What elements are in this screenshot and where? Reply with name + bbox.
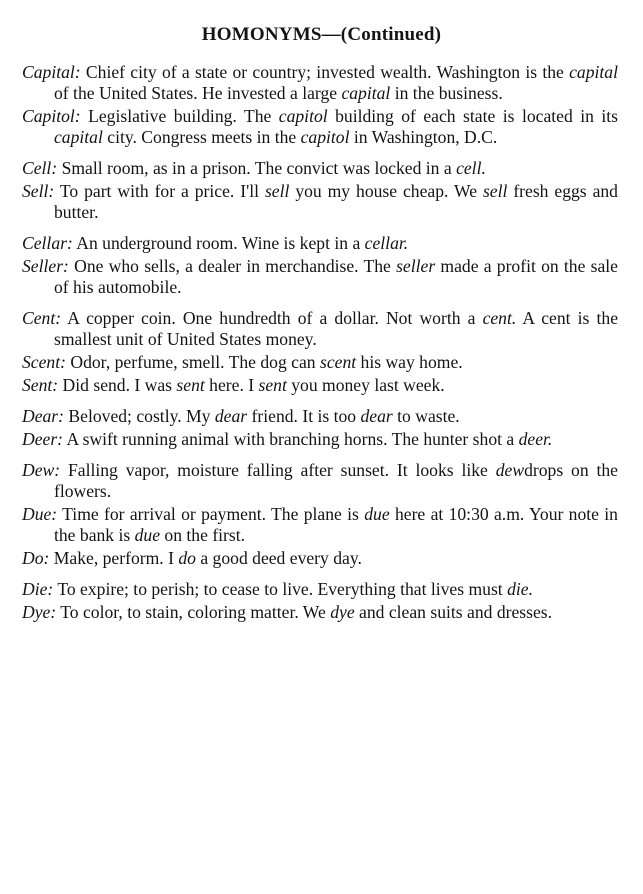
homonym-term: Cent: — [22, 308, 62, 328]
homonym-term: Cellar: — [22, 233, 73, 253]
definition-text: in the business. — [390, 83, 503, 103]
definition-text: you money last week. — [286, 375, 445, 395]
definition-text: A copper coin. One hundredth of a dollar. Not worth a — [61, 308, 483, 328]
homonym-entry — [22, 460, 618, 502]
definition-text: Make, perform. I — [49, 548, 179, 568]
homonym-entry — [22, 352, 618, 373]
definition-text: building of each state is located in its — [327, 106, 619, 126]
example-word: scent — [319, 352, 357, 372]
homonym-entry — [22, 256, 618, 298]
example-word: dear — [214, 406, 248, 426]
homonym-list — [22, 62, 618, 633]
example-word: sent — [176, 375, 205, 395]
homonym-entry — [22, 233, 618, 254]
homonym-term: Do: — [22, 548, 50, 568]
example-word: cent. — [482, 308, 517, 328]
definition-text: Beloved; costly. My — [64, 406, 215, 426]
example-word: capitol — [300, 127, 350, 147]
definition-text: and clean suits and dresses. — [354, 602, 553, 622]
example-word: capital — [341, 83, 391, 103]
definition-text: his way home. — [356, 352, 463, 372]
homonym-group — [22, 308, 618, 396]
homonym-term: Dye: — [22, 602, 57, 622]
definition-text: here. I — [204, 375, 259, 395]
homonym-term: Due: — [22, 504, 58, 524]
example-word: due — [134, 525, 161, 545]
example-word: sent — [258, 375, 287, 395]
example-word: deer. — [518, 429, 553, 449]
example-word: capital — [54, 127, 103, 147]
definition-text: drops on the flowers. — [54, 460, 618, 501]
definition-text: a good deed every day. — [195, 548, 362, 568]
homonym-entry — [22, 602, 618, 623]
definition-text: of the United States. He invested a large — [54, 83, 342, 103]
definition-text: Time for arrival or payment. The plane is — [57, 504, 365, 524]
definition-text: to waste. — [392, 406, 460, 426]
example-word: dew — [495, 460, 525, 480]
page-title: HOMONYMS—(Continued) — [201, 24, 442, 45]
definition-text: Did send. I was — [58, 375, 177, 395]
definition-text: Small room, as in a prison. The convict was locked in a — [57, 158, 457, 178]
homonym-entry — [22, 62, 618, 104]
definition-text: To part with for a price. I'll — [54, 181, 265, 201]
homonym-entry — [22, 548, 618, 569]
example-word: do — [178, 548, 196, 568]
example-word: capital — [569, 62, 618, 82]
definition-text: One who sells, a dealer in merchandise. The — [68, 256, 397, 276]
definition-text: here at 10:30 a.m. Your note in the bank is — [54, 504, 618, 545]
homonym-term: Sell: — [22, 181, 55, 201]
homonym-term: Capital: — [22, 62, 81, 82]
homonym-term: Dear: — [22, 406, 65, 426]
homonym-group — [22, 62, 618, 148]
homonym-entry — [22, 106, 618, 148]
homonym-entry — [22, 181, 618, 223]
homonym-group — [22, 460, 618, 569]
definition-text: To expire; to perish; to cease to live. Everything that lives must — [53, 579, 508, 599]
example-word: dye — [330, 602, 355, 622]
definition-text: friend. It is too — [247, 406, 361, 426]
definition-text: on the first. — [160, 525, 246, 545]
homonym-group — [22, 233, 618, 298]
example-word: dear — [360, 406, 393, 426]
definition-text: you my house cheap. We — [289, 181, 483, 201]
homonym-term: Capitol: — [22, 106, 81, 126]
homonym-entry — [22, 375, 618, 396]
definition-text: Legislative building. The — [80, 106, 279, 126]
homonym-group — [22, 158, 618, 223]
example-word: cellar. — [364, 233, 409, 253]
definition-text: Odor, perfume, smell. The dog can — [65, 352, 320, 372]
example-word: cell. — [456, 158, 486, 178]
homonym-term: Die: — [22, 579, 54, 599]
homonym-term: Scent: — [22, 352, 66, 372]
definition-text: An underground room. Wine is kept in a — [72, 233, 365, 253]
homonym-entry — [22, 579, 618, 600]
homonym-entry — [22, 504, 618, 546]
homonym-term: Seller: — [22, 256, 69, 276]
homonym-term: Deer: — [22, 429, 64, 449]
definition-text: in Washington, D.C. — [349, 127, 498, 147]
example-word: sell — [482, 181, 508, 201]
definition-text: Falling vapor, moisture falling after sunset. It looks like — [60, 460, 496, 480]
homonym-term: Sent: — [22, 375, 59, 395]
homonym-group — [22, 406, 618, 450]
example-word: capitol — [278, 106, 328, 126]
definition-text: A cent is the smallest unit of United States money. — [54, 308, 618, 349]
definition-text: fresh eggs and butter. — [54, 181, 618, 222]
example-word: die. — [507, 579, 534, 599]
definition-text: Chief city of a state or country; invested wealth. Washington is the — [80, 62, 570, 82]
homonym-entry — [22, 158, 618, 179]
homonym-group — [22, 579, 618, 623]
homonym-entry — [22, 308, 618, 350]
example-word: sell — [264, 181, 290, 201]
example-word: seller — [396, 256, 436, 276]
definition-text: To color, to stain, coloring matter. We — [56, 602, 331, 622]
homonym-term: Dew: — [22, 460, 61, 480]
homonym-entry — [22, 429, 618, 450]
definition-text: made a profit on the sale of his automobile. — [54, 256, 618, 297]
definition-text: A swift running animal with branching horns. The hunter shot a — [63, 429, 519, 449]
homonym-term: Cell: — [22, 158, 58, 178]
example-word: due — [364, 504, 390, 524]
definition-text: city. Congress meets in the — [102, 127, 301, 147]
homonym-entry — [22, 406, 618, 427]
